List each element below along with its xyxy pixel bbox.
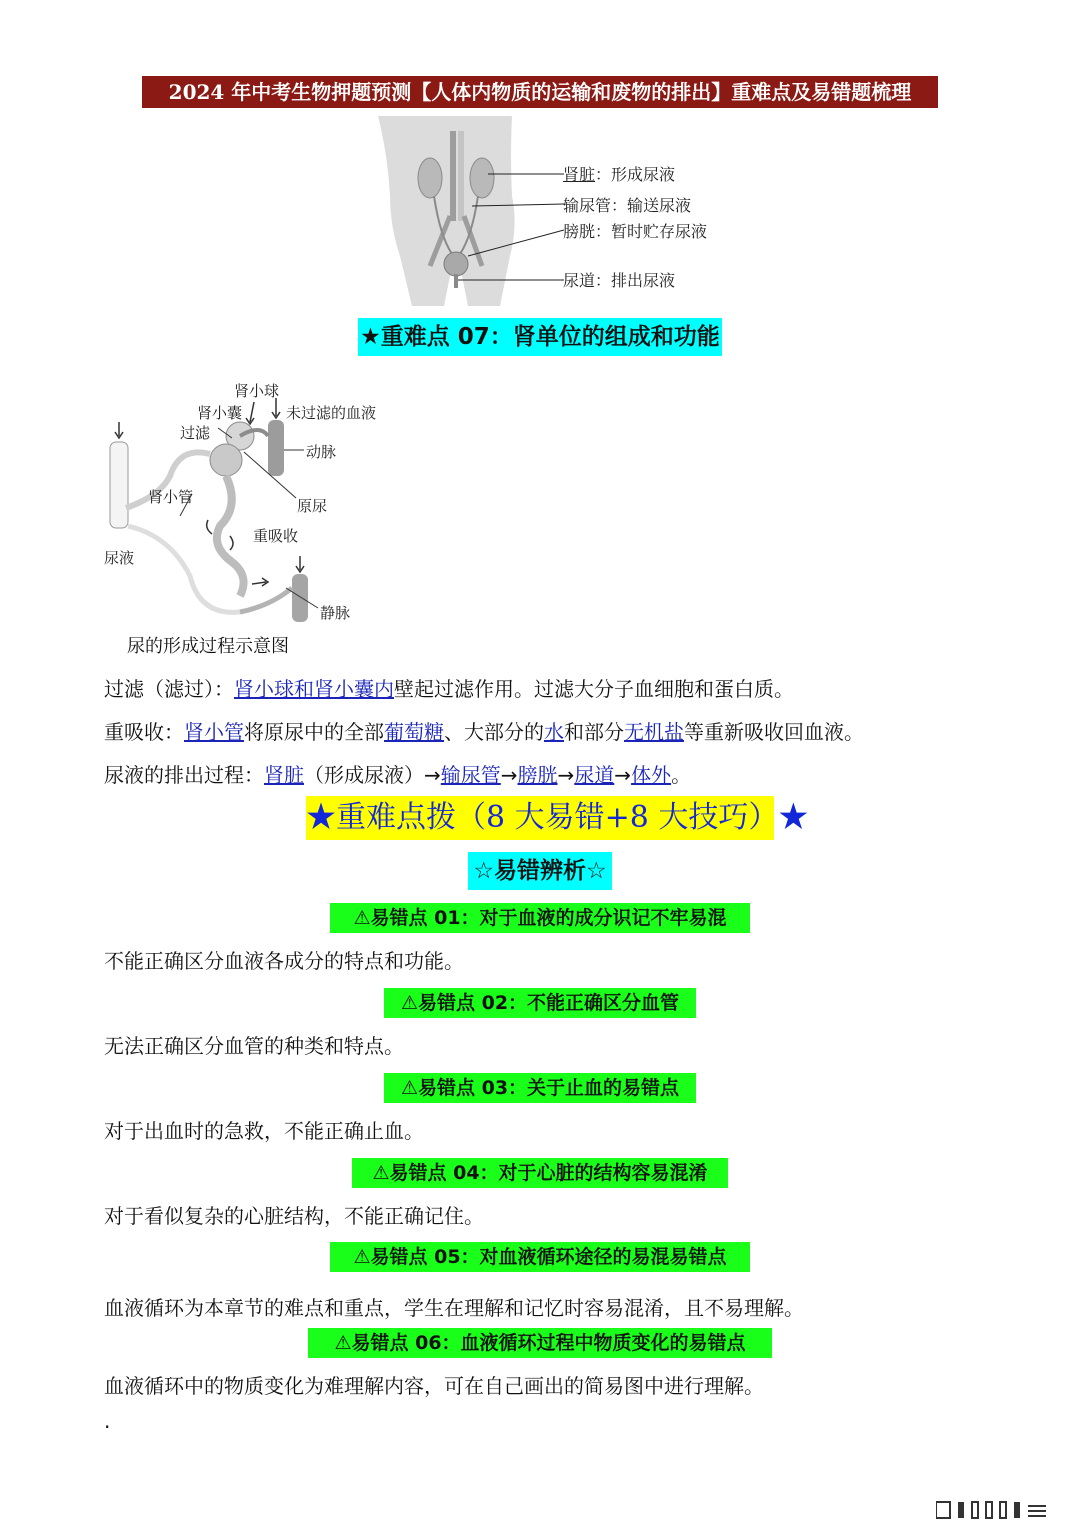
error-point-02-text: 无法正确区分血管的种类和特点。: [104, 1034, 404, 1058]
urethra-label: 尿道：排出尿液: [563, 271, 676, 290]
error-point-05-heading: ⚠易错点 05：对血液循环途径的易混易错点: [330, 1242, 750, 1272]
kidney-label: 肾脏：形成尿液: [563, 165, 676, 184]
trailing-dot: ·: [104, 1415, 111, 1439]
ureter-label: 输尿管：输送尿液: [563, 196, 692, 215]
error-point-02-heading: ⚠易错点 02：不能正确区分血管: [384, 988, 696, 1018]
artery-label: 动脉: [306, 443, 337, 461]
kidney-link[interactable]: 肾脏: [264, 763, 304, 787]
glucose-link[interactable]: 葡萄糖: [384, 720, 444, 744]
reabsorption-paragraph: 重吸收：肾小管将原尿中的全部葡萄糖、大部分的水和部分无机盐等重新吸收回血液。: [104, 720, 864, 744]
reabsorption-label: 重吸收: [253, 527, 299, 545]
bladder-label: 膀胱：暂时贮存尿液: [563, 222, 708, 241]
tubule-link[interactable]: 肾小管: [184, 720, 244, 744]
filtration-paragraph: 过滤（滤过）：肾小球和肾小囊内壁起过滤作用。过滤大分子血细胞和蛋白质。: [104, 677, 794, 701]
error-point-04-heading: ⚠易错点 04：对于心脏的结构容易混淆: [352, 1158, 728, 1188]
page-title: 2024 年中考生物押题预测【人体内物质的运输和废物的排出】重难点及易错题梳理: [142, 76, 938, 108]
glomerulus-label: 肾小球: [234, 382, 280, 400]
ureter-link[interactable]: 输尿管: [440, 763, 501, 787]
primary-urine-label: 原尿: [297, 497, 328, 515]
error-point-01-heading: ⚠易错点 01：对于血液的成分识记不牢易混: [330, 903, 750, 933]
error-point-05-text: 血液循环为本章节的难点和重点，学生在理解和记忆时容易混淆，且不易理解。: [104, 1296, 804, 1320]
capsule-label: 肾小囊: [197, 404, 243, 422]
error-point-06-text: 血液循环中的物质变化为难理解内容，可在自己画出的简易图中进行理解。: [104, 1374, 764, 1398]
error-analysis-heading: ☆易错辨析☆: [468, 852, 612, 890]
more-options-icon[interactable]: [936, 1500, 1056, 1526]
urethra-link[interactable]: 尿道: [574, 763, 615, 787]
error-point-06-heading: ⚠易错点 06：血液循环过程中物质变化的易错点: [308, 1328, 772, 1358]
tubule-label: 肾小管: [148, 488, 194, 506]
urine-excretion-paragraph: 尿液的排出过程：肾脏（形成尿液）→输尿管→膀胱→尿道→体外。: [104, 763, 692, 787]
key-tips-heading: ★重难点拨（8 大易错+8 大技巧）★: [306, 796, 774, 840]
key-point-07-heading: ★重难点 07：肾单位的组成和功能: [358, 318, 722, 356]
error-point-03-heading: ⚠易错点 03：关于止血的易错点: [384, 1073, 696, 1103]
error-point-04-text: 对于看似复杂的心脏结构，不能正确记住。: [104, 1204, 484, 1228]
inorganic-salt-link[interactable]: 无机盐: [624, 720, 684, 744]
outside-body-link[interactable]: 体外: [631, 763, 672, 787]
unfiltered-blood-label: 未过滤的血液: [286, 404, 377, 422]
error-point-01-text: 不能正确区分血液各成分的特点和功能。: [104, 949, 464, 973]
filtration-label: 过滤: [180, 424, 211, 442]
bladder-link[interactable]: 膀胱: [517, 763, 558, 787]
urine-label: 尿液: [104, 549, 135, 567]
vein-label: 静脉: [320, 604, 351, 622]
glomerulus-capsule-link[interactable]: 肾小球和肾小囊内: [234, 677, 394, 701]
nephron-figure-caption: 尿的形成过程示意图: [127, 636, 289, 657]
water-link[interactable]: 水: [544, 720, 564, 744]
error-point-03-text: 对于出血时的急救，不能正确止血。: [104, 1119, 424, 1143]
